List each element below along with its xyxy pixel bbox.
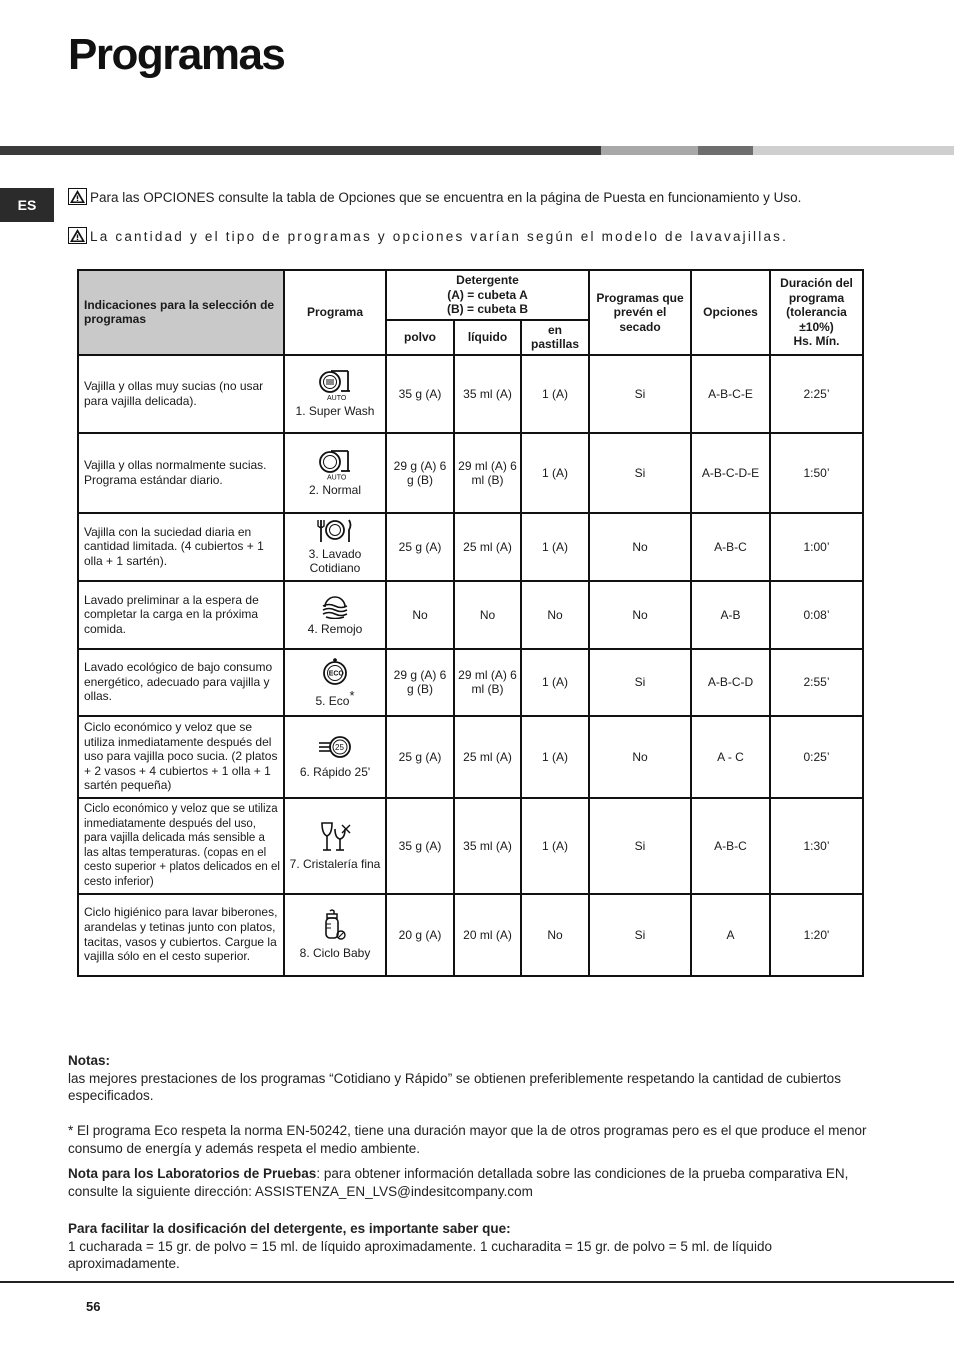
footer-divider bbox=[0, 1281, 954, 1283]
row-description: Ciclo económico y veloz que se utiliza inmediatamente después del uso, para vajilla delicada más sensible a las altas temperaturas. (copas en el cesto superior + platos delicados en el cesto inferior) bbox=[78, 798, 284, 894]
row-program-label: 7. Cristalería fina bbox=[289, 856, 381, 871]
row-dry: Si bbox=[589, 798, 691, 894]
row-duration: 0:08’ bbox=[770, 581, 863, 649]
header-predry: Programas que prevén el secado bbox=[589, 270, 691, 355]
auto-label: AUTO bbox=[327, 474, 347, 480]
warning-options bbox=[68, 188, 868, 205]
row-dry: Si bbox=[589, 355, 691, 433]
page-title: Programas bbox=[68, 30, 285, 79]
notes-heading: Notas: bbox=[68, 1053, 111, 1068]
row-powder: 29 g (A) 6 g (B) bbox=[386, 433, 454, 513]
rapid-label: 25 bbox=[335, 742, 344, 752]
row-tablets: No bbox=[521, 894, 589, 976]
row-program bbox=[284, 581, 386, 649]
header-bar-dark bbox=[0, 146, 601, 155]
header-program: Programa bbox=[284, 270, 386, 355]
row-tablets: 1 (A) bbox=[521, 716, 589, 798]
warning-models-text: La cantidad y el tipo de programas y opciones varían según el modelo de lavavajillas. bbox=[90, 229, 789, 244]
table-row bbox=[78, 716, 863, 798]
dosage-text: 1 cucharada = 15 gr. de polvo = 15 ml. de líquido aproximadamente. 1 cucharadita = 15 gr. de polvo = 5 ml. de líquido aproximadamente. bbox=[68, 1238, 772, 1271]
warning-icon bbox=[68, 227, 87, 244]
header-duration-line2: ±10%) bbox=[799, 319, 834, 334]
row-options: A-B bbox=[691, 581, 770, 649]
language-tab: ES bbox=[0, 188, 54, 222]
row-liquid: 20 ml (A) bbox=[454, 894, 521, 976]
row-dry: Si bbox=[589, 649, 691, 716]
table-row bbox=[78, 894, 863, 976]
page-number: 56 bbox=[86, 1299, 101, 1314]
row-program bbox=[284, 355, 386, 433]
eco-asterisk: * bbox=[349, 687, 355, 703]
header-tablets-line2: pastillas bbox=[530, 337, 580, 351]
row-tablets: 1 (A) bbox=[521, 513, 589, 581]
header-bar-pale bbox=[753, 146, 954, 155]
table-row bbox=[78, 798, 863, 894]
normal-wash-icon bbox=[317, 448, 353, 480]
row-powder: 20 g (A) bbox=[386, 894, 454, 976]
lab-note-text: : para obtener información detallada sobre las condiciones de la prueba comparativa EN, consulte la siguiente dirección: ASSISTENZA_EN_LVS@indesitcompany.com bbox=[68, 1166, 849, 1199]
header-indications: Indicaciones para la selección de programas bbox=[78, 270, 284, 355]
row-description: Vajilla con la suciedad diaria en cantidad limitada. (4 cubiertos + 1 olla + 1 sartén). bbox=[78, 513, 284, 581]
row-program-label: 1. Super Wash bbox=[295, 403, 375, 418]
row-options: A-B-C bbox=[691, 798, 770, 894]
eco-note: * El programa Eco respeta la norma EN-50242, tiene una duración mayor que la de otros programas pero es el que produce el menor consumo de energía y además respeta el medio ambiente. bbox=[68, 1123, 867, 1156]
header-detergent-line3: (B) = cubeta B bbox=[446, 302, 528, 316]
baby-bottle-icon bbox=[322, 909, 348, 943]
row-program bbox=[284, 716, 386, 798]
row-program bbox=[284, 798, 386, 894]
table-row bbox=[78, 513, 863, 581]
row-duration: 1:00’ bbox=[770, 513, 863, 581]
daily-wash-icon bbox=[315, 518, 355, 544]
header-tablets bbox=[521, 320, 589, 355]
row-description: Lavado preliminar a la espera de completar la carga en la próxima comida. bbox=[78, 581, 284, 649]
header-bar-mid bbox=[698, 146, 753, 155]
header-duration-line1: Duración del programa (tolerancia bbox=[780, 276, 853, 319]
row-powder: 29 g (A) 6 g (B) bbox=[386, 649, 454, 716]
lab-note-heading: Nota para los Laboratorios de Pruebas bbox=[68, 1166, 317, 1181]
table-row bbox=[78, 433, 863, 513]
warning-options-text: Para las OPCIONES consulte la tabla de Opciones que se encuentra en la página de Puesta en funcionamiento y Uso. bbox=[90, 190, 802, 205]
row-liquid: 25 ml (A) bbox=[454, 716, 521, 798]
header-bar-light bbox=[601, 146, 698, 155]
header-duration-line3: Hs. Mín. bbox=[793, 334, 840, 348]
row-dry: No bbox=[589, 716, 691, 798]
row-options: A - C bbox=[691, 716, 770, 798]
dosage-note bbox=[68, 1220, 868, 1273]
row-description: Vajilla y ollas muy sucias (no usar para vajilla delicada). bbox=[78, 355, 284, 433]
header-tablets-line1: en bbox=[547, 322, 562, 337]
soak-icon bbox=[320, 593, 350, 619]
programs-table bbox=[77, 269, 864, 977]
row-program-label: 2. Normal bbox=[308, 482, 361, 497]
auto-label: AUTO bbox=[327, 394, 347, 401]
row-program-label: 4. Remojo bbox=[307, 621, 363, 636]
row-description: Lavado ecológico de bajo consumo energético, adecuado para vajilla y ollas. bbox=[78, 649, 284, 716]
table-row bbox=[78, 355, 863, 433]
row-tablets: 1 (A) bbox=[521, 649, 589, 716]
eco-label: ECO bbox=[328, 670, 344, 678]
row-duration: 2:25’ bbox=[770, 355, 863, 433]
row-program-label: 5. Eco bbox=[315, 693, 350, 708]
row-liquid: 29 ml (A) 6 ml (B) bbox=[454, 433, 521, 513]
row-duration: 1:30’ bbox=[770, 798, 863, 894]
header-detergent-line1: Detergente bbox=[456, 273, 519, 287]
header-options: Opciones bbox=[691, 270, 770, 355]
row-duration: 2:55’ bbox=[770, 649, 863, 716]
row-dry: No bbox=[589, 581, 691, 649]
row-options: A bbox=[691, 894, 770, 976]
row-powder: 35 g (A) bbox=[386, 798, 454, 894]
table-row bbox=[78, 581, 863, 649]
row-liquid: No bbox=[454, 581, 521, 649]
table-row bbox=[78, 649, 863, 716]
row-options: A-B-C-E bbox=[691, 355, 770, 433]
row-duration: 1:20' bbox=[770, 894, 863, 976]
row-liquid: 25 ml (A) bbox=[454, 513, 521, 581]
header-duration bbox=[770, 270, 863, 355]
row-description: Vajilla y ollas normalmente sucias. Programa estándar diario. bbox=[78, 433, 284, 513]
row-program-label: 8. Ciclo Baby bbox=[299, 945, 371, 960]
warning-models bbox=[68, 227, 868, 244]
row-program-label: 3. Lavado Cotidiano bbox=[308, 546, 362, 575]
lab-note bbox=[68, 1165, 868, 1200]
header-detergent bbox=[386, 270, 589, 320]
row-powder: 25 g (A) bbox=[386, 716, 454, 798]
note-text: las mejores prestaciones de los programas “Cotidiano y Rápido” se obtienen preferiblemente respetando la cantidad de cubiertos especificados. bbox=[68, 1070, 841, 1103]
row-description: Ciclo económico y veloz que se utiliza inmediatamente después del uso para vajilla poco sucia. (2 platos + 2 vasos + 4 cubiertos + 1 olla + 1 sartén pequeña) bbox=[78, 716, 284, 798]
row-tablets: No bbox=[521, 581, 589, 649]
row-liquid: 29 ml (A) 6 ml (B) bbox=[454, 649, 521, 716]
row-duration: 0:25’ bbox=[770, 716, 863, 798]
row-dry: Si bbox=[589, 433, 691, 513]
row-powder: 35 g (A) bbox=[386, 355, 454, 433]
dosage-heading: Para facilitar la dosificación del detergente, es importante saber que: bbox=[68, 1221, 511, 1236]
row-program bbox=[284, 894, 386, 976]
row-options: A-B-C-D-E bbox=[691, 433, 770, 513]
rapid-25-icon bbox=[317, 734, 353, 762]
row-tablets: 1 (A) bbox=[521, 433, 589, 513]
row-powder: No bbox=[386, 581, 454, 649]
row-dry: No bbox=[589, 513, 691, 581]
row-options: A-B-C-D bbox=[691, 649, 770, 716]
eco-icon bbox=[320, 656, 350, 686]
header-detergent-line2: (A) = cubeta A bbox=[447, 287, 528, 302]
super-wash-icon bbox=[317, 369, 353, 401]
row-tablets: 1 (A) bbox=[521, 355, 589, 433]
row-liquid: 35 ml (A) bbox=[454, 355, 521, 433]
row-program bbox=[284, 649, 386, 716]
row-description: Ciclo higiénico para lavar biberones, arandelas y tetinas junto con platos, tacitas, vasos y cubiertos. Cargue la vajilla sólo en el cesto superior. bbox=[78, 894, 284, 976]
row-duration: 1:50’ bbox=[770, 433, 863, 513]
row-program-label: 6. Rápido 25' bbox=[299, 764, 371, 779]
header-powder: polvo bbox=[386, 320, 454, 355]
row-dry: Si bbox=[589, 894, 691, 976]
row-liquid: 35 ml (A) bbox=[454, 798, 521, 894]
warning-icon bbox=[68, 188, 87, 205]
row-tablets: 1 (A) bbox=[521, 798, 589, 894]
row-program bbox=[284, 433, 386, 513]
row-options: A-B-C bbox=[691, 513, 770, 581]
row-powder: 25 g (A) bbox=[386, 513, 454, 581]
header-liquid: líquido bbox=[454, 320, 521, 355]
crystal-glass-icon bbox=[318, 820, 352, 854]
notes-section bbox=[68, 1052, 868, 1105]
row-program bbox=[284, 513, 386, 581]
